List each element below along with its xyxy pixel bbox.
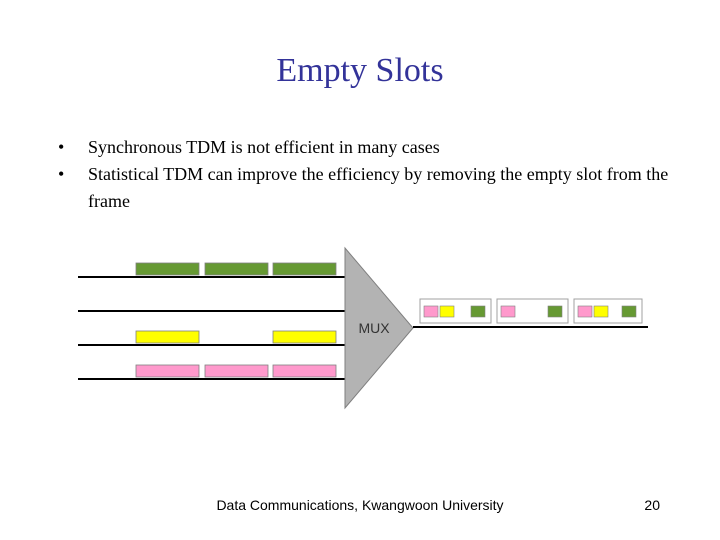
- bullet-glyph: •: [58, 137, 65, 157]
- bullet-text: Synchronous TDM is not efficient in many cases: [88, 137, 440, 157]
- green-input-slot: [136, 263, 199, 275]
- pink-input-slot: [273, 365, 336, 377]
- pink-output-slot: [501, 306, 515, 317]
- green-input-slot: [205, 263, 268, 275]
- bullet-glyph: •: [58, 164, 65, 184]
- pink-input-slot: [136, 365, 199, 377]
- slide-title: Empty Slots: [276, 52, 444, 89]
- green-output-slot: [548, 306, 562, 317]
- green-output-slot: [622, 306, 636, 317]
- output-frames: [413, 299, 648, 327]
- green-output-slot: [471, 306, 485, 317]
- pink-input-slot: [205, 365, 268, 377]
- input-lines: [78, 263, 345, 379]
- yellow-input-slot: [136, 331, 199, 343]
- page-number: 20: [644, 497, 660, 513]
- pink-output-slot: [424, 306, 438, 317]
- green-input-slot: [273, 263, 336, 275]
- footer-text: Data Communications, Kwangwoon University: [216, 497, 504, 513]
- pink-output-slot: [578, 306, 592, 317]
- bullet-text: Statistical TDM can improve the efficiency by removing the empty slot from the frame: [88, 164, 669, 211]
- yellow-output-slot: [594, 306, 608, 317]
- yellow-output-slot: [440, 306, 454, 317]
- yellow-input-slot: [273, 331, 336, 343]
- mux-label: MUX: [358, 320, 390, 336]
